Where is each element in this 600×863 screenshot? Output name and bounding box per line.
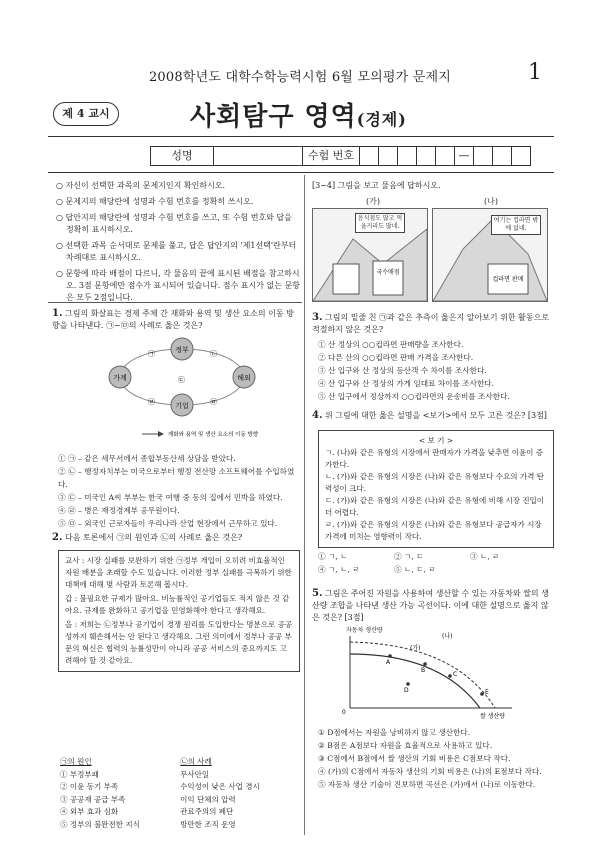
ppf-graph — [330, 624, 530, 720]
option[interactable]: ④ 산 입구와 산 정상의 가게 임대료 차이를 조사한다. — [318, 379, 495, 388]
subject-sub: (경제) — [356, 110, 407, 129]
answer-row[interactable]: ② 이윤 동기 부족 수익성이 낮은 사업 경시 — [60, 782, 260, 791]
name-field[interactable] — [214, 147, 303, 165]
exam-no-dash: — — [455, 147, 474, 165]
q1-options — [58, 452, 302, 530]
bogi-box — [318, 430, 554, 548]
exam-no-digit[interactable] — [379, 147, 398, 165]
debate-line: 교사 : 시장 실패를 보완하기 위한 ㉠정부 개입이 오히려 비효율적인 자원 배분을 초래할 수도 있습니다. 이러한 정부 실패를 극복하기 위한 대책에 대해 몇 사람과 토론해 봅시다. — [65, 556, 292, 589]
diagram-legend: 재화와 용역 및 생산 요소의 이동 방향 — [168, 432, 259, 438]
question-stem: 위 그림에 대한 옳은 설명을 <보기>에서 모두 고른 것은? [3점] — [325, 411, 547, 420]
option[interactable]: ③ ㉢ – 미국인 A씨 부부는 한국 여행 중 동의 집에서 민박을 하였다. — [58, 493, 283, 502]
exam-no-digit[interactable] — [474, 147, 493, 165]
question-5 — [312, 588, 552, 624]
question-number: 2. — [52, 532, 63, 543]
option[interactable]: ① D점에서는 자원을 낭비하지 않고 생산한다. — [318, 728, 471, 737]
col-header: ㉡의 사례 — [180, 757, 212, 766]
y-axis-label: 자동차 생산량 — [346, 627, 383, 634]
answer-row[interactable]: ① 부정부패 무사안일 — [60, 769, 210, 779]
id-rule — [48, 172, 554, 173]
question-4 — [312, 410, 552, 422]
point-label-b: B — [421, 667, 426, 674]
id-row — [150, 146, 531, 166]
speech-bubble-ga: 음식점도 많고 먹을거리도 많네. — [355, 213, 405, 233]
cartoon-ga — [312, 208, 428, 302]
q5-options — [318, 726, 552, 791]
point-label-e: E — [485, 689, 489, 696]
option[interactable]: ② 다른 산의 ○○컵라면 판매 가격을 조사한다. — [318, 353, 474, 362]
exam-no-digit[interactable] — [436, 147, 455, 165]
arrow-d-label: ㉣ — [148, 398, 155, 406]
point-c — [448, 674, 452, 678]
debate-box — [58, 550, 300, 672]
svg-text:기업: 기업 — [175, 402, 189, 410]
instructions — [56, 180, 301, 308]
question-stem: 그림의 화살표는 경제 주체 간 재화와 용역 및 생산 요소의 이동 방향을 나타낸다. ㉠~㉤의 사례로 옳은 것은? — [52, 309, 294, 330]
bogi-title: < 보 기 > — [418, 436, 454, 445]
option[interactable]: ① ㄱ, ㄴ — [318, 552, 348, 561]
cartoon-na — [432, 208, 548, 302]
x-axis-label: 쌀 생산량 — [480, 713, 506, 720]
sign-na: 컵라면 판매 — [492, 276, 524, 283]
arrow-e-label: ㉤ — [210, 398, 217, 406]
column-divider — [304, 175, 305, 835]
question-number: 4. — [312, 410, 323, 421]
subject-title — [190, 96, 407, 133]
svg-text:가계: 가계 — [113, 374, 127, 382]
answer-row[interactable]: ③ 공공재 공급 부족 이익 단체의 압력 — [60, 794, 236, 804]
page-number: 1 — [528, 60, 542, 85]
question-stem: 그림은 주어진 자원을 사용하여 생산할 수 있는 자동차와 쌀의 생산량 조합을 나타낸 생산 가능 곡선이다. 이에 대한 설명으로 옳지 않은 것은? [3점] — [312, 589, 549, 622]
exam-no-digit[interactable] — [493, 147, 512, 165]
name-label: 성명 — [151, 147, 214, 165]
node-foreign — [233, 366, 255, 388]
origin-label: 0 — [342, 709, 346, 716]
option[interactable]: ⑤ 산 입구에서 정상까지 ○○컵라면의 운송비를 조사한다. — [318, 392, 510, 401]
col-header: ㉠의 원인 — [60, 757, 92, 766]
point-b — [423, 662, 427, 666]
subject-main: 사회탐구 영역 — [190, 102, 357, 132]
instruction-item: ○ 문항에 따라 배점이 다르니, 각 물음의 끝에 표시된 배점을 참고하시오. 3점 문항에만 점수가 표시되어 있습니다. 점수 표시가 없는 문항은 모두 2점입니다. — [56, 269, 300, 302]
question-number: 1. — [52, 308, 63, 319]
q34-intro: [3~4] 그림을 보고 물음에 답하시오. — [312, 181, 441, 190]
curve-na — [350, 642, 495, 708]
point-e — [480, 692, 484, 696]
option[interactable]: ③ 산 입구와 산 정상의 등산객 수 차이를 조사한다. — [318, 366, 487, 375]
debate-line: 을 : 저희는 ㉡정부나 공기업이 경쟁 원리를 도입한다는 명분으로 공공성까지 훼손해서는 안 된다고 생각해요. 그런 의미에서 정부나 공공 부문의 혁신은 협력의 능률성만이 아니라 공공 서비스의 중요까지도 고려해야 할 것 같아요. — [65, 620, 293, 665]
point-label-a: A — [386, 659, 391, 666]
exam-no-digit[interactable] — [512, 147, 530, 165]
question-1 — [52, 308, 300, 332]
cartoon-label-na: (나) — [484, 197, 498, 206]
curve-ga — [350, 654, 480, 708]
instruction-item: ○ 자신이 선택한 과목의 문제지인지 확인하시오. — [56, 181, 226, 190]
curve-label-ga: (가) — [410, 645, 421, 652]
arrow-c-label: ㉢ — [178, 376, 185, 384]
option[interactable]: ⑤ ㄴ, ㄷ, ㄹ — [394, 565, 436, 574]
exam-no-label: 수험 번호 — [303, 147, 360, 165]
node-firm — [171, 394, 193, 416]
debate-line: 갑 : 불필요한 규제가 많아요. 비능률적인 공기업들도 적지 않은 것 같아요. 규제를 완화하고 공기업을 민영화해야 한다고 생각해요. — [65, 594, 290, 615]
question-number: 3. — [312, 312, 323, 323]
bogi-item: ㄴ. (가)와 같은 유형의 시장은 (나)와 같은 유형보다 수요의 가격 탄력성이 크다. — [325, 472, 545, 493]
exam-no-digit[interactable] — [360, 147, 379, 165]
question-3 — [312, 312, 552, 336]
q3-options — [318, 338, 550, 403]
header-rule — [48, 136, 554, 137]
curve-label-na: (나) — [442, 633, 453, 640]
arrow-b-label: ㉡ — [210, 350, 217, 358]
instruction-item: ○ 선택한 과목 순서대로 문제를 풀고, 답은 답안지의 '제1선택'란부터 차례대로 표시하시오. — [56, 241, 297, 262]
option[interactable]: ① ㉠ – 같은 세무서에서 종합부동산세 상담을 받았다. — [58, 454, 236, 463]
cartoon-label-ga: (가) — [366, 197, 380, 206]
option[interactable]: ⑤ 자동차 생산 기술이 진보하면 곡선은 (가)에서 (나)로 이동한다. — [318, 780, 536, 789]
point-label-d: D — [404, 687, 409, 694]
option[interactable]: ⑤ ㉤ – 외국인 근로자들이 우리나라 산업 현장에서 근무하고 있다. — [58, 519, 278, 528]
notes-separator — [48, 302, 302, 303]
option[interactable]: ① 산 정상의 ○○컵라면 판매량을 조사한다. — [318, 340, 464, 349]
answer-row[interactable]: ⑤ 정부의 불완전한 지식 방만한 조직 운영 — [60, 819, 236, 829]
question-2 — [52, 532, 300, 544]
option[interactable]: ④ ㉣ – 병은 재정경제부 공무원이다. — [58, 506, 180, 515]
svg-text:정부: 정부 — [175, 346, 189, 354]
arrow-a-label: ㉠ — [148, 350, 155, 358]
session-badge: 제 4 교시 — [53, 102, 119, 126]
bogi-item: ㄹ. (가)와 같은 유형의 시장은 (나)와 같은 유형보다 공급자가 시장 가격에 미치는 영향력이 작다. — [325, 520, 542, 541]
economic-flow-diagram — [82, 332, 282, 444]
node-gov — [171, 338, 193, 360]
point-a — [388, 654, 392, 658]
question-number: 5. — [312, 588, 323, 599]
exam-no-digit[interactable] — [398, 147, 417, 165]
option[interactable]: ② ㉡ – 행정자치부는 미국으로부터 행정 전산망 소프트웨어를 수입하였다. — [58, 467, 295, 489]
option[interactable]: ② B점은 A점보다 자원을 효율적으로 사용하고 있다. — [318, 741, 493, 750]
answer-row[interactable]: ④ 외부 효과 심화 관료주의의 폐단 — [60, 807, 234, 816]
instruction-item: ○ 답안지의 해당란에 성명과 수험 번호를 쓰고, 또 수험 번호와 답을 정확히 표시하시오. — [56, 213, 292, 234]
question-stem: 다음 토론에서 ㉠의 원인과 ㉡의 사례로 옳은 것은? — [65, 533, 243, 542]
exam-title: 2008학년도 대학수학능력시험 6월 모의평가 문제지 — [148, 70, 452, 85]
bogi-item: ㄷ. (가)와 같은 유형의 시장은 (나)와 같은 유형에 비해 시장 진입이 더 어렵다. — [325, 496, 545, 517]
option[interactable]: ② ㄱ, ㄷ — [394, 552, 424, 561]
option[interactable]: ④ (가)의 C점에서 자동차 생산의 기회 비용은 (나)의 E점보다 작다. — [318, 767, 542, 776]
bogi-item: ㄱ. (나)와 같은 유형의 시장에서 판매자가 가격을 낮추면 이윤이 증가한다. — [325, 448, 544, 469]
svg-text:해외: 해외 — [237, 374, 251, 382]
point-d — [406, 682, 410, 686]
q2-answer-table — [58, 756, 298, 831]
instruction-item: ○ 문제지의 해당란에 성명과 수험 번호를 정확히 쓰시오. — [56, 197, 254, 206]
speech-bubble-na: 여기는 컵라면 밖에 없네. — [491, 215, 541, 235]
point-label-c: C — [453, 671, 458, 678]
node-house — [109, 366, 131, 388]
question-stem: 그림의 밑줄 친 ㉠과 같은 추측이 옳은지 알아보기 위한 활동으로 적절하지 않은 것은? — [312, 313, 550, 334]
option[interactable]: ③ C점에서 B점에서 쌀 생산의 기회 비용은 C점보다 작다. — [318, 754, 511, 763]
q4-answers — [318, 550, 550, 576]
option[interactable]: ④ ㄱ, ㄴ, ㄹ — [318, 565, 360, 574]
sign-ga: 국수매점 — [376, 269, 400, 276]
option[interactable]: ③ ㄴ, ㄹ — [470, 552, 500, 561]
exam-no-digit[interactable] — [417, 147, 436, 165]
